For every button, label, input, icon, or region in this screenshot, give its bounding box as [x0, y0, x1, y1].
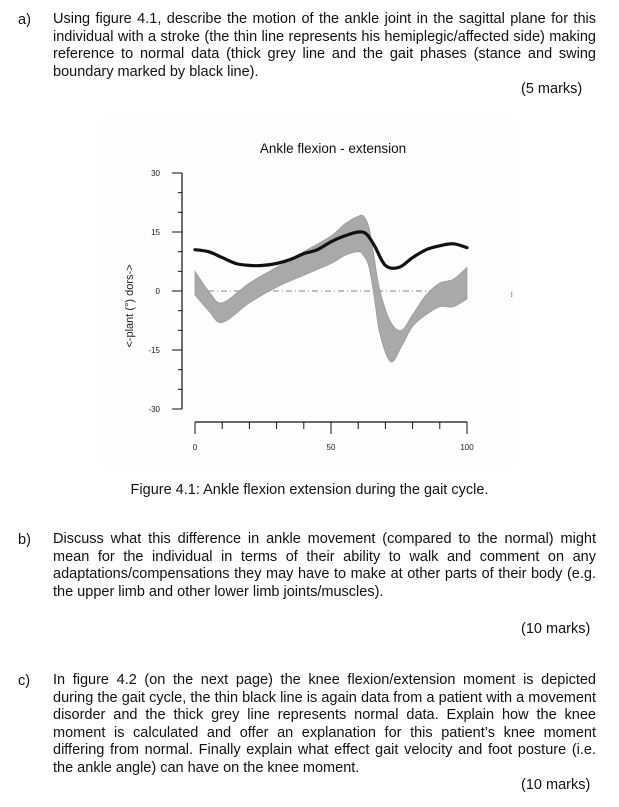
question-a-label: a): [18, 12, 31, 28]
question-b-label: b): [18, 532, 31, 548]
y-tick-label: 0: [155, 287, 160, 296]
figure-4-1: [103, 115, 513, 465]
ankle-chart: [103, 115, 513, 465]
edge-mark: ⁝: [510, 290, 513, 299]
y-tick-label: 30: [151, 169, 160, 178]
x-tick-label: 50: [326, 443, 336, 452]
y-tick-label: -30: [148, 405, 160, 414]
x-tick-label: 100: [460, 443, 474, 452]
chart-y-axis-label: <-plant (°) dors->: [124, 264, 136, 348]
question-c-text: In figure 4.2 (on the next page) the knee flexion/extension moment is depicted during the gait cycle, the thin black line is again data from a patient with a movement disorder and the thick grey line represents normal data. Explain how the knee moment is calculated and offer an explanation for this patient’s knee moment differing from normal. Finally explain what effect gait velocity and foot posture (i.e. the ankle angle) can have on the knee moment.: [53, 672, 596, 776]
question-b-text: Discuss what this difference in ankle movement (compared to the normal) might mean for the individual in terms of their ability to walk and comment on any adaptations/compensations they may have to make at other parts of their body (e.g. the upper limb and other lower limb joints/muscles).: [53, 531, 596, 600]
chart-title: Ankle flexion - extension: [259, 141, 407, 156]
x-tick-label: 0: [192, 443, 198, 452]
question-a-text: Using figure 4.1, describe the motion of the ankle joint in the sagittal plane for this individual with a stroke (the thin line represents his hemiplegic/affected side) making reference to normal data (thick grey line and the gait phases (stance and swing boundary marked by black line).: [53, 11, 596, 80]
question-a-marks: (5 marks): [521, 81, 583, 97]
y-tick-label: 15: [151, 228, 160, 237]
question-c-marks: (10 marks): [521, 777, 591, 793]
y-tick-label: -15: [148, 346, 160, 355]
question-c-label: c): [18, 673, 31, 689]
question-b-marks: (10 marks): [521, 621, 591, 637]
figure-caption: Figure 4.1: Ankle flexion extension during the gait cycle.: [130, 482, 489, 498]
